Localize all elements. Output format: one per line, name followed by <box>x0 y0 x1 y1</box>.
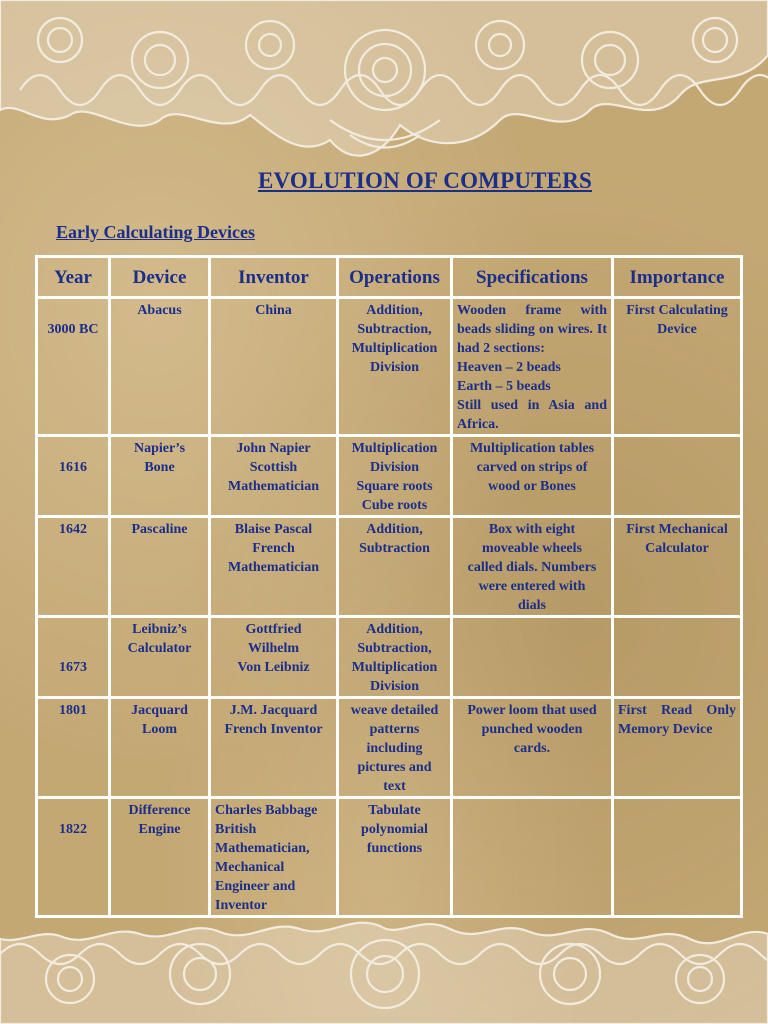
importance-cell <box>613 617 742 698</box>
operations-cell: weave detailed patterns including pictures and text <box>338 698 452 798</box>
year-cell: 1642 <box>37 517 110 617</box>
importance-cell: First Calculating Device <box>613 298 742 436</box>
table-row <box>37 517 742 617</box>
header-importance: Importance <box>613 257 742 298</box>
header-specifications: Specifications <box>452 257 613 298</box>
table-row <box>37 298 742 436</box>
year-cell: 1616 <box>37 436 110 517</box>
operations-cell: Multiplication Division Square roots Cube roots <box>338 436 452 517</box>
specifications-cell <box>452 798 613 917</box>
inventor-cell: China <box>210 298 338 436</box>
page-title: EVOLUTION OF COMPUTERS <box>257 168 593 193</box>
device-cell: Leibniz’s Calculator <box>110 617 210 698</box>
operations-cell: Addition, Subtraction, Multiplication Division <box>338 298 452 436</box>
inventor-cell: John Napier Scottish Mathematician <box>210 436 338 517</box>
operations-cell: Addition, Subtraction, Multiplication Division <box>338 617 452 698</box>
importance-cell <box>613 436 742 517</box>
table-row <box>37 698 742 798</box>
table-row <box>37 798 742 917</box>
specifications-cell: Wooden frame with beads sliding on wires. It had 2 sections: Heaven – 2 beads Earth – 5 beads Still used in Asia and Africa. <box>452 298 613 436</box>
table-row <box>37 617 742 698</box>
table-row <box>37 436 742 517</box>
operations-cell: Tabulate polynomial functions <box>338 798 452 917</box>
specifications-cell: Power loom that used punched wooden cards. <box>452 698 613 798</box>
inventor-cell: J.M. Jacquard French Inventor <box>210 698 338 798</box>
lace-border-top <box>0 0 768 170</box>
section-heading: Early Calculating Devices <box>56 222 255 242</box>
specifications-cell: Box with eight moveable wheels called dials. Numbers were entered with dials <box>452 517 613 617</box>
importance-cell: First Mechanical Calculator <box>613 517 742 617</box>
device-cell: Pascaline <box>110 517 210 617</box>
importance-cell <box>613 798 742 917</box>
year-cell: 1801 <box>37 698 110 798</box>
device-cell: Jacquard Loom <box>110 698 210 798</box>
header-year: Year <box>37 257 110 298</box>
devices-table <box>35 255 743 918</box>
specifications-cell: Multiplication tables carved on strips of wood or Bones <box>452 436 613 517</box>
importance-cell: First Read Only Memory Device <box>613 698 742 798</box>
lace-border-bottom <box>0 914 768 1024</box>
table-header-row <box>37 257 742 298</box>
year-cell: 1673 <box>37 617 110 698</box>
device-cell: Abacus <box>110 298 210 436</box>
device-cell: Difference Engine <box>110 798 210 917</box>
year-cell: 1822 <box>37 798 110 917</box>
inventor-cell: Charles Babbage British Mathematician, Mechanical Engineer and Inventor <box>210 798 338 917</box>
header-device: Device <box>110 257 210 298</box>
header-operations: Operations <box>338 257 452 298</box>
year-cell: 3000 BC <box>37 298 110 436</box>
device-cell: Napier’s Bone <box>110 436 210 517</box>
header-inventor: Inventor <box>210 257 338 298</box>
specifications-cell <box>452 617 613 698</box>
inventor-cell: Gottfried Wilhelm Von Leibniz <box>210 617 338 698</box>
operations-cell: Addition, Subtraction <box>338 517 452 617</box>
inventor-cell: Blaise Pascal French Mathematician <box>210 517 338 617</box>
